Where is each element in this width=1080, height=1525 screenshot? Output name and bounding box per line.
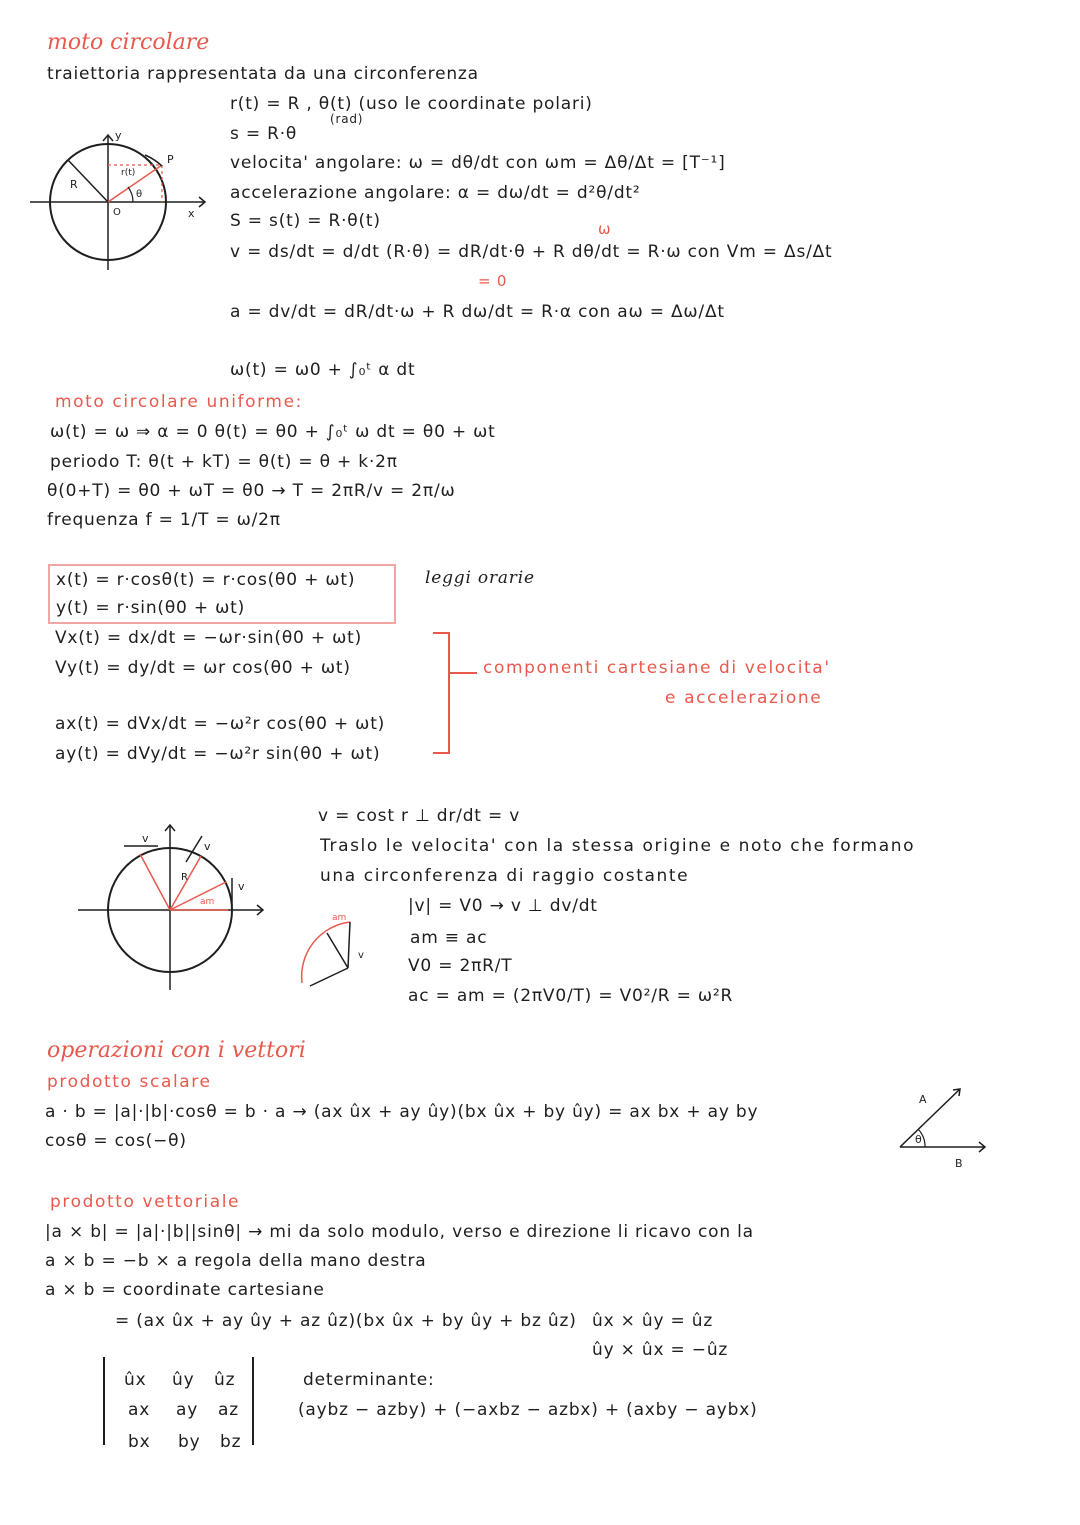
circle-diagram-velocity xyxy=(78,820,273,995)
circle1-label-r: r(t) xyxy=(121,168,136,178)
note-line: a × b = −b × a regola della mano destra xyxy=(45,1251,427,1271)
matrix-cell: ax xyxy=(128,1400,151,1420)
section-title-moto-circolare: moto circolare xyxy=(47,30,210,55)
subtitle-prodotto-vettoriale: prodotto vettoriale xyxy=(50,1192,241,1212)
note-line: a × b = coordinate cartesiane xyxy=(45,1280,325,1300)
angle-label-theta: θ xyxy=(915,1133,922,1146)
matrix-cell: az xyxy=(218,1400,239,1420)
note-line: ω(t) = ω0 + ∫₀ᵗ α dt xyxy=(230,360,416,380)
note-line: ω(t) = ω ⇒ α = 0 θ(t) = θ0 + ∫₀ᵗ ω dt = θ0 + ωt xyxy=(50,422,496,442)
note-line: velocita' angolare: ω = dθ/dt con ωm = Δθ/Δt = [T⁻¹] xyxy=(230,153,726,173)
note-line: v = ds/dt = d/dt (R·θ) = dR/dt·θ + R dθ/dt = R·ω con Vm = Δs/Δt xyxy=(230,242,833,262)
note-line: Vy(t) = dy/dt = ωr cos(θ0 + ωt) xyxy=(55,658,351,678)
note-line: ax(t) = dVx/dt = −ω²r cos(θ0 + ωt) xyxy=(55,714,386,734)
note-line: periodo T: θ(t + kT) = θ(t) = θ + k·2π xyxy=(50,452,398,472)
note-line: v = cost r ⊥ dr/dt = v xyxy=(318,806,521,826)
note-line: V0 = 2πR/T xyxy=(408,956,513,976)
angle-diagram xyxy=(895,1085,995,1170)
note-line: r(t) = R , θ(t) (uso le coordinate polari) xyxy=(230,94,593,114)
note-annotation: ω xyxy=(598,220,612,238)
note-line: ûy × ûx = −ûz xyxy=(592,1340,729,1360)
section-title-operazioni: operazioni con i vettori xyxy=(47,1038,306,1063)
circle1-label-x: x xyxy=(188,207,195,220)
note-line: a = dv/dt = dR/dt·ω + R dω/dt = R·α con aω = Δω/Δt xyxy=(230,302,725,322)
note-line: x(t) = r·cosθ(t) = r·cos(θ0 + ωt) xyxy=(56,570,356,590)
circle1-label-y: y xyxy=(115,129,122,142)
note-line: a · b = |a|·|b|·cosθ = b · a → (ax ûx + ay ûy)(bx ûx + by ûy) = ax bx + ay by xyxy=(45,1102,759,1122)
circle1-label-theta: θ xyxy=(136,189,143,200)
note-line: traiettoria rappresentata da una circonferenza xyxy=(47,64,479,84)
note-line: s = R·θ xyxy=(230,124,298,144)
note-line: ac = am = (2πV0/T) = V0²/R = ω²R xyxy=(408,986,734,1006)
circle1-label-R: R xyxy=(70,178,78,191)
section-title-uniforme: moto circolare uniforme: xyxy=(55,392,303,412)
matrix-cell: by xyxy=(178,1432,201,1452)
note-line: Traslo le velocita' con la stessa origine e noto che formano xyxy=(320,836,916,856)
note-line: ay(t) = dVy/dt = −ω²r sin(θ0 + ωt) xyxy=(55,744,381,764)
matrix-cell: ûx xyxy=(124,1370,147,1390)
determinant-label: determinante: xyxy=(303,1370,435,1390)
bracket-label-line1: componenti cartesiane di velocita' xyxy=(483,658,831,678)
note-line: S = s(t) = R·θ(t) xyxy=(230,211,381,231)
note-line: |a × b| = |a|·|b||sinθ| → mi da solo modulo, verso e direzione li ricavo con la xyxy=(45,1222,754,1242)
matrix-cell: ûz xyxy=(214,1370,236,1390)
circle2-label-v2: v xyxy=(204,840,211,853)
note-line: = (ax ûx + ay ûy + az ûz)(bx ûx + by ûy + bz ûz) xyxy=(115,1311,577,1331)
circle-diagram-polar xyxy=(25,125,215,275)
matrix-cell: bz xyxy=(220,1432,242,1452)
circle2-label-v3: v xyxy=(238,880,245,893)
subtitle-prodotto-scalare: prodotto scalare xyxy=(47,1072,212,1092)
note-line: accelerazione angolare: α = dω/dt = d²θ/dt² xyxy=(230,183,641,203)
note-line: (rad) xyxy=(330,112,364,126)
note-line: una circonferenza di raggio costante xyxy=(320,866,690,886)
determinant-formula: (aybz − azby) + (−axbz − azbx) + (axby − aybx) xyxy=(298,1400,758,1420)
small-vector-diagram xyxy=(282,908,372,1003)
components-bracket xyxy=(433,632,450,754)
note-line: am ≡ ac xyxy=(410,928,488,948)
leggi-orarie-label: leggi orarie xyxy=(425,568,535,588)
matrix-cell: bx xyxy=(128,1432,151,1452)
bracket-arrow xyxy=(449,672,477,674)
matrix-bar-left xyxy=(103,1357,105,1445)
note-line: Vx(t) = dx/dt = −ωr·sin(θ0 + ωt) xyxy=(55,628,363,648)
note-line: frequenza f = 1/T = ω/2π xyxy=(47,510,281,530)
circle2-label-v1: v xyxy=(142,832,149,845)
circle1-label-P: P xyxy=(167,153,174,166)
small-label-v: v xyxy=(358,950,364,961)
note-line: |v| = V0 → v ⊥ dv/dt xyxy=(408,896,598,916)
small-label-am: am xyxy=(332,913,347,923)
matrix-cell: ay xyxy=(176,1400,199,1420)
circle1-label-O: O xyxy=(113,207,121,218)
circle2-label-am: am xyxy=(200,897,215,907)
note-line: θ(0+T) = θ0 + ωT = θ0 → T = 2πR/v = 2π/ω xyxy=(47,481,456,501)
bracket-label-line2: e accelerazione xyxy=(665,688,823,708)
note-line: y(t) = r·sin(θ0 + ωt) xyxy=(56,598,246,618)
note-line: cosθ = cos(−θ) xyxy=(45,1131,187,1151)
circle2-label-R: R xyxy=(181,872,188,883)
angle-label-B: B xyxy=(955,1157,963,1170)
note-annotation: = 0 xyxy=(478,272,508,290)
matrix-cell: ûy xyxy=(172,1370,195,1390)
note-line: ûx × ûy = ûz xyxy=(592,1311,714,1331)
matrix-bar-right xyxy=(252,1357,254,1445)
angle-label-A: A xyxy=(919,1093,927,1106)
